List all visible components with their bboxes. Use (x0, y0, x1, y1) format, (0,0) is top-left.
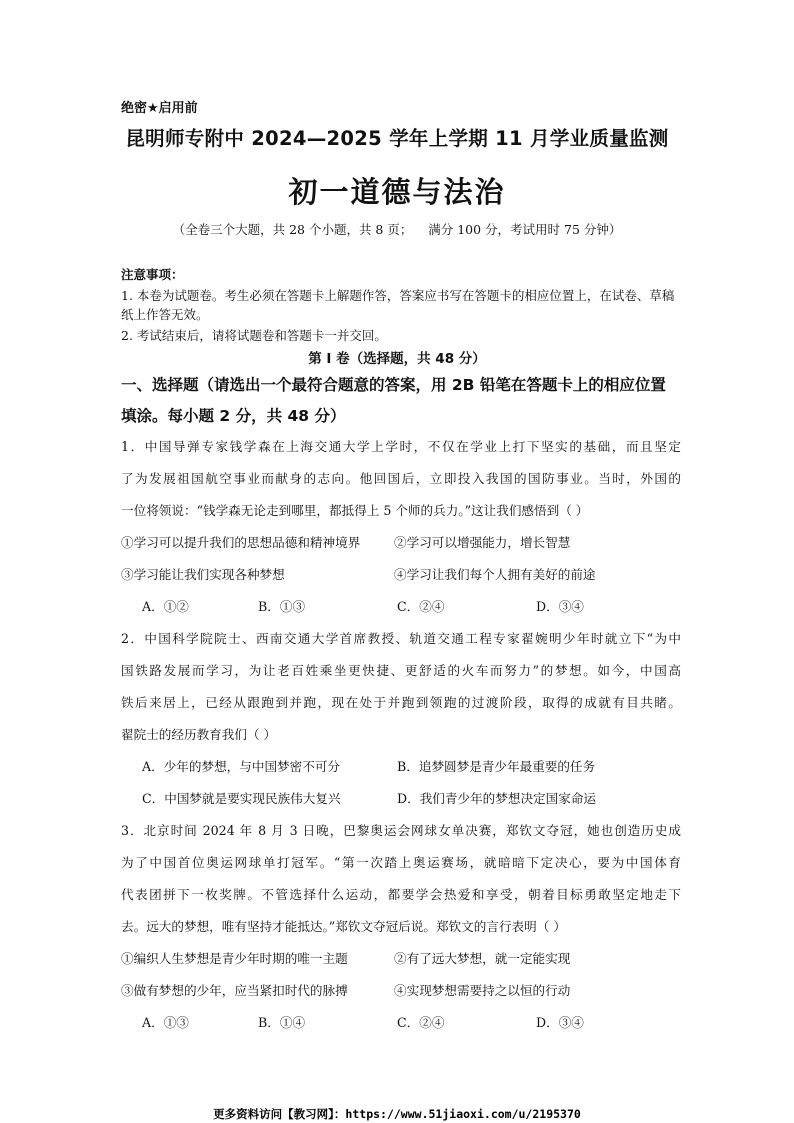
statement-1: ①编织人生梦想是青少年时期的唯一主题 (121, 951, 348, 966)
question-2-line: 2．中国科学院院士、西南交通大学首席教授、轨道交通工程专家翟婉明少年时就立下“为中 (121, 631, 681, 646)
question-3-line: 3．北京时间 2024 年 8 月 3 日晚，巴黎奥运会网球女单决赛，郑钦文夺冠，她也创造历史成 (121, 823, 681, 838)
option-c[interactable]: C．②④ (397, 599, 445, 614)
question-1-line: 一位将领说：“钱学森无论走到哪里，都抵得上 5 个师的兵力。”这让我们感悟到（ ） (121, 503, 589, 518)
note-item: 1. 本卷为试题卷。考生必须在答题卡上解题作答，答案应书写在答题卡的相应位置上，在试卷、草稿纸上作答无效。 (121, 288, 675, 322)
option-d[interactable]: D．③④ (536, 1015, 584, 1030)
question-2-line: 铁后来居上，已经从跟跑到并跑，现在处于并跑到领跑的过渡阶段，取得的成就有目共睹。 (121, 695, 681, 710)
question-1-line: 1．中国导弹专家钱学森在上海交通大学上学时，不仅在学业上打下坚实的基础，而且坚定 (121, 439, 681, 454)
exam-meta: （全卷三个大题，共 28 个小题，共 8 页； 满分 100 分，考试用时 75 分钟） (172, 222, 622, 237)
statement-3: ③做有梦想的少年，应当紧扣时代的脉搏 (121, 983, 348, 998)
note-item: 2. 考试结束后，请将试题卷和答题卡一并交回。 (121, 328, 387, 343)
option-b[interactable]: B．追梦圆梦是青少年最重要的任务 (397, 759, 596, 774)
confidential-label: 绝密★启用前 (121, 101, 198, 116)
statement-1: ①学习可以提升我们的思想品德和精神境界 (121, 535, 361, 550)
question-2-line: 翟院士的经历教育我们（ ） (121, 727, 277, 742)
part-heading: 第 I 卷（选择题，共 48 分） (308, 351, 486, 367)
exam-title: 昆明师专附中 2024—2025 学年上学期 11 月学业质量监测 (125, 127, 669, 150)
question-3-line: 去。远大的梦想，唯有坚持才能抵达。”郑钦文夺冠后说。郑钦文的言行表明（ ） (121, 919, 566, 934)
subject-title: 初一道德与法治 (288, 175, 506, 209)
option-c[interactable]: C．中国梦就是要实现民族伟大复兴 (142, 791, 341, 806)
question-1-line: 了为发展祖国航空事业而献身的志向。他回国后，立即投入我国的国防事业。当时，外国的 (121, 471, 681, 486)
statement-2: ②学习可以增强能力，增长智慧 (394, 535, 571, 550)
option-b[interactable]: B．①④ (258, 1015, 306, 1030)
option-c[interactable]: C．②④ (397, 1015, 445, 1030)
statement-4: ④实现梦想需要持之以恒的行动 (394, 983, 571, 998)
notes-title: 注意事项： (121, 267, 184, 282)
question-3-line: 代表团拼下一枚奖牌。不管选择什么运动，都要学会热爱和享受，朝着目标勇敢坚定地走下 (121, 887, 681, 902)
option-a[interactable]: A．①② (142, 599, 189, 614)
statement-2: ②有了远大梦想，就一定能实现 (394, 951, 571, 966)
statement-4: ④学习让我们每个人拥有美好的前途 (394, 567, 596, 582)
question-2-line: 国铁路发展而学习，为让老百姓乘坐更快捷、更舒适的火车而努力”的梦想。如今，中国高 (121, 663, 681, 678)
statement-3: ③学习能让我们实现各种梦想 (121, 567, 285, 582)
question-3-line: 为了中国首位奥运网球单打冠军。“第一次踏上奥运赛场，就暗暗下定决心，要为中国体育 (121, 855, 681, 870)
section-heading: 一、选择题（请选出一个最符合题意的答案，用 2B 铅笔在答题卡上的相应位置填涂。每小题 2 分，共 48 分） (121, 376, 666, 425)
option-a[interactable]: A．少年的梦想，与中国梦密不可分 (142, 759, 341, 774)
option-b[interactable]: B．①③ (258, 599, 306, 614)
option-a[interactable]: A．①③ (142, 1015, 189, 1030)
footer-link[interactable]: 更多资料访问【教习网】：https://www.51jiaoxi.com/u/2195370 (213, 1107, 581, 1121)
option-d[interactable]: D．我们青少年的梦想决定国家命运 (397, 791, 597, 806)
option-d[interactable]: D．③④ (536, 599, 584, 614)
